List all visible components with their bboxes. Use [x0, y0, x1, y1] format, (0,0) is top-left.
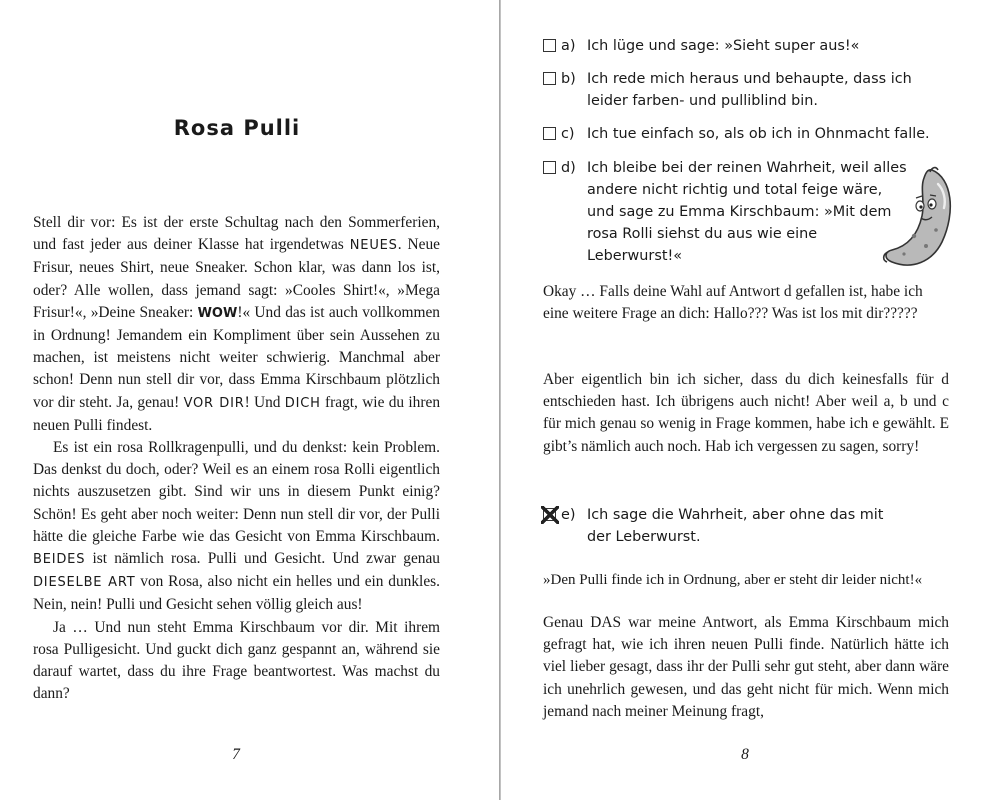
- emphasis-dieselbe-art: DIESELBE ART: [33, 575, 136, 591]
- quote-answer: »Den Pulli finde ich in Ordnung, aber er steht dir leider nicht!«: [543, 572, 923, 588]
- option-letter: c): [561, 126, 575, 142]
- emphasis-beides: BEIDES: [33, 552, 86, 568]
- emphasis-wow: WOW: [197, 305, 238, 321]
- option-letter: d): [561, 160, 576, 176]
- text-run: Stell dir vor: Es ist der erste Schultag nach den Sommerferien, und fast jeder aus deiner Klasse hat irgendetwas: [33, 214, 440, 254]
- right-page: [501, 0, 1000, 800]
- option-text: Ich lüge und sage: »Sieht super aus!«: [587, 38, 860, 54]
- checked-checkbox-icon[interactable]: [543, 508, 556, 521]
- option-letter: e): [561, 507, 576, 523]
- option-text: Ich rede mich heraus und behaupte, dass ich leider farben- und pulliblind bin.: [587, 71, 912, 109]
- page-number-right: 8: [741, 746, 749, 763]
- paragraph-genau: Genau DAS war meine Antwort, als Emma Kirschbaum mich gefragt hat, wie ich ihren neuen Pulli finde. Natürlich hätte ich viel lieber gesagt, dass ihr der Pulli sehr gut steht, aber dann wäre ich unehrlich gewesen, und das geht nicht für mich. Wenn mich jemand nach meiner Meinung fragt,: [543, 614, 949, 720]
- emphasis-vor-dir: VOR DIR: [183, 395, 245, 411]
- left-page: [0, 0, 499, 800]
- text-run: ist nämlich rosa. Pulli und Gesicht. Und zwar genau: [85, 550, 440, 568]
- text-run: . Neue Frisur, neues Shirt, neue Sneaker. Schon klar, was dann los ist, oder? Alle wollen, dass jemand sagt: »Cooles Shirt!«, »Mega Frisur!«, »Deine Sneaker:: [33, 236, 441, 321]
- option-text: Ich bleibe bei der reinen Wahrheit, weil alles andere nicht richtig und total feige wäre, und sage zu Emma Kirschbaum: »Mit dem rosa Rolli siehst du aus wie eine Leberwurst!«: [587, 160, 907, 264]
- emphasis-dich: DICH: [284, 395, 321, 411]
- paragraph-okay: Okay … Falls deine Wahl auf Antwort d gefallen ist, habe ich eine weitere Frage an dich: Hallo??? Was ist los mit dir?????: [543, 283, 923, 323]
- paragraph-1: [33, 212, 440, 437]
- checkbox-icon[interactable]: [543, 127, 556, 140]
- text-run: ! Und: [244, 393, 285, 411]
- paragraph-3: Ja … Und nun steht Emma Kirschbaum vor dir. Mit ihrem rosa Pulligesicht. Und guckt dich ganz gespannt an, während sie darauf wartet, dass du ihre Frage beantwortest. Was machst du dann?: [33, 618, 440, 703]
- emphasis-neues: NEUES: [349, 238, 398, 254]
- option-letter: b): [561, 71, 576, 87]
- left-body-text: [33, 212, 440, 705]
- text-run: fragt, wie du ihren neuen Pulli findest.: [33, 393, 441, 434]
- checkbox-icon[interactable]: [543, 161, 556, 174]
- chapter-title: Rosa Pulli: [173, 116, 301, 140]
- paragraph-2: [33, 437, 440, 617]
- page-number-left: 7: [232, 746, 240, 763]
- option-text: Ich tue einfach so, als ob ich in Ohnmacht falle.: [587, 126, 930, 142]
- option-letter: a): [561, 38, 576, 54]
- text-run: Es ist ein rosa Rollkragenpulli, und du denkst: kein Problem. Das denkst du doch, oder? Weil es an einem rosa Rolli eigentlich nichts auszusetzen gibt. Sind wir uns in diesem Punkt einig? Schön! Es geht aber noch weiter: Denn nun stell dir vor, der Pulli hätte die gleiche Farbe wie das Gesicht von Emma Kirschbaum.: [33, 439, 440, 545]
- option-text: Ich sage die Wahrheit, aber ohne das mit der Leberwurst.: [587, 507, 884, 545]
- checkbox-icon[interactable]: [543, 72, 556, 85]
- sausage-illustration: [880, 164, 960, 274]
- text-run: !« Und das ist auch vollkommen in Ordnung! Jemandem ein Kompliment über sein Aussehen zu machen, ist meistens nicht weiter schwierig. Manchmal aber schon! Denn nun stell dir vor, dass Emma Kirschbaum plötzlich vor dir steht. Ja, genau!: [33, 303, 440, 411]
- text-run: von Rosa, also nicht ein helles und ein dunkles. Nein, nein! Pulli und Gesicht sehen völlig gleich aus!: [33, 573, 440, 614]
- paragraph-aber: Aber eigentlich bin ich sicher, dass du dich keinesfalls für d entschieden hast. Ich übrigens auch nicht! Aber weil a, b und c für mich genau so wenig in Frage kommen, habe ich e gewählt. E gibt’s nämlich auch noch. Hab ich vergessen zu sagen, sorry!: [543, 371, 949, 455]
- checkbox-icon[interactable]: [543, 39, 556, 52]
